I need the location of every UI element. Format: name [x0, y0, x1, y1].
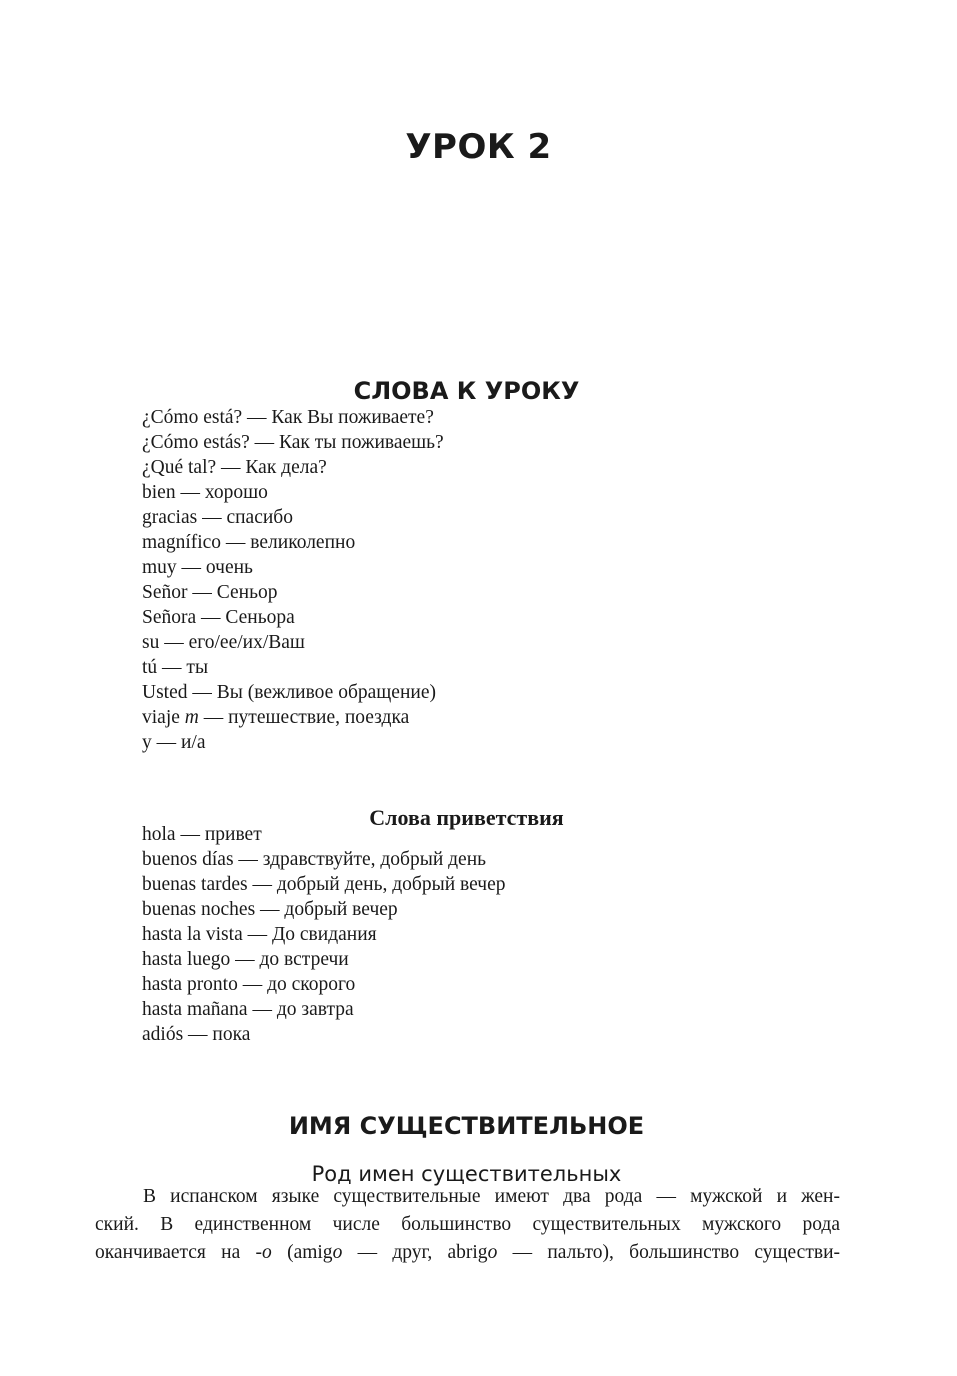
vocab-item: y — и/а: [142, 732, 206, 753]
paragraph-line: [95, 1239, 840, 1267]
greeting-item: hola — привет: [142, 824, 262, 845]
text-run: (amig: [271, 1242, 333, 1263]
text-run: — друг, abrig: [342, 1242, 488, 1263]
vocab-item: Señora — Сеньора: [142, 607, 295, 628]
greetings-list: [142, 822, 505, 1047]
greeting-item: hasta pronto — до скорого: [142, 974, 356, 995]
vocab-item: ¿Cómo está? — Как Вы поживаете?: [142, 407, 434, 428]
greeting-item: buenas noches — добрый вечер: [142, 899, 398, 920]
body-paragraph: [95, 1183, 840, 1267]
vocab-item: muy — очень: [142, 557, 253, 578]
gender-subheading: Род имен существительных: [311, 1162, 622, 1186]
vocab-item: ¿Cómo estás? — Как ты поживаешь?: [142, 432, 444, 453]
greetings-heading: Слова приветствия: [369, 805, 564, 830]
text-run: — пальто), большинство существи-: [497, 1242, 840, 1263]
vocab-word: viaje: [142, 707, 180, 728]
lesson-title: УРОК 2: [405, 126, 552, 167]
gender-marker: m: [184, 707, 199, 728]
greeting-item: buenas tardes — добрый день, добрый вечер: [142, 874, 506, 895]
greeting-item: buenos días — здравствуйте, добрый день: [142, 849, 487, 870]
vocab-item: bien — хорошо: [142, 482, 268, 503]
ending-italic: o: [487, 1242, 498, 1263]
vocab-item-viaje: [142, 705, 444, 730]
vocab-list: [142, 405, 444, 755]
greeting-item: hasta luego — до встречи: [142, 949, 349, 970]
ending-italic: o: [262, 1242, 272, 1263]
vocab-item: su — его/ее/их/Ваш: [142, 632, 305, 653]
greeting-item: hasta la vista — До свидания: [142, 924, 377, 945]
vocab-item: gracias — спасибо: [142, 507, 293, 528]
ending-italic: o: [332, 1242, 343, 1263]
greeting-item: hasta mañana — до завтра: [142, 999, 354, 1020]
paragraph-line: В испанском языке существительные имеют два рода — мужской и жен-: [143, 1186, 840, 1207]
vocab-item: tú — ты: [142, 657, 209, 678]
noun-section-heading: ИМЯ СУЩЕСТВИТЕЛЬНОЕ: [288, 1111, 645, 1140]
vocab-item: magnífico — великолепно: [142, 532, 356, 553]
vocab-item: Señor — Сеньор: [142, 582, 278, 603]
greeting-item: adiós — пока: [142, 1024, 251, 1045]
vocab-item: Usted — Вы (вежливое обращение): [142, 682, 436, 703]
vocab-heading: СЛОВА К УРОКУ: [353, 376, 580, 405]
vocab-item: ¿Qué tal? — Как дела?: [142, 457, 327, 478]
paragraph-line: ский. В единственном числе большинство существительных мужского рода: [95, 1214, 840, 1235]
text-run: оканчивается на -: [95, 1242, 263, 1263]
vocab-translation: — путешествие, поездка: [203, 707, 410, 728]
